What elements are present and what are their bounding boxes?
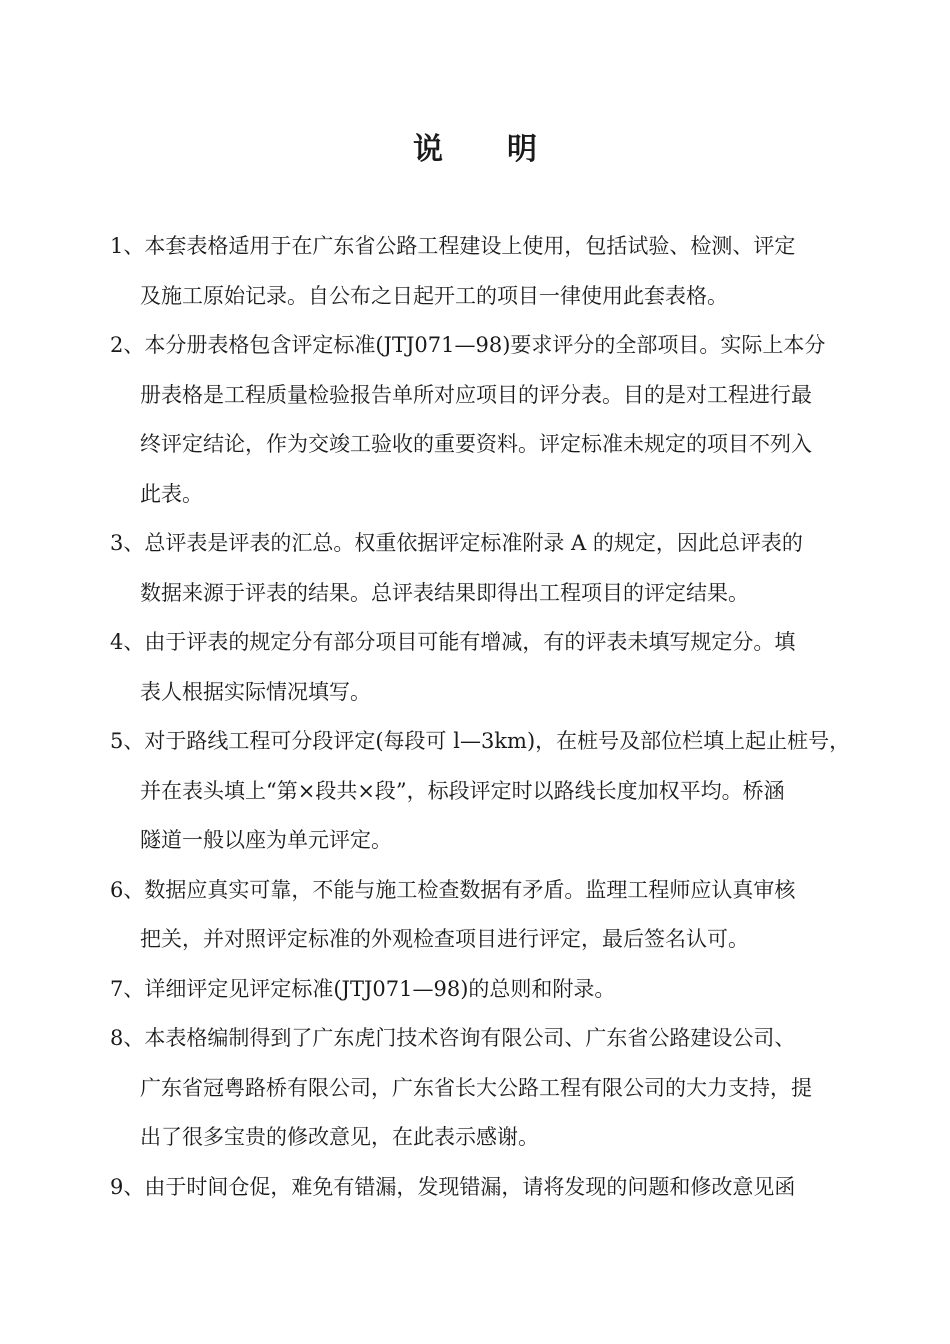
item-line: 8、本表格编制得到了广东虎门技术咨询有限公司、广东省公路建设公司、 (110, 1026, 796, 1050)
instruction-item-5 (110, 717, 870, 866)
instruction-item-6 (110, 866, 870, 965)
item-line: 把关，并对照评定标准的外观检查项目进行评定，最后签名认可。 (140, 927, 749, 951)
item-line: 4、由于评表的规定分有部分项目可能有增减，有的评表未填写规定分。填 (110, 630, 796, 654)
item-line: 隧道一般以座为单元评定。 (140, 828, 392, 852)
item-line: 广东省冠粤路桥有限公司，广东省长大公路工程有限公司的大力支持，提 (140, 1075, 812, 1100)
item-line: 9、由于时间仓促，难免有错漏，发现错漏，请将发现的问题和修改意见函 (110, 1174, 796, 1199)
item-line: 此表。 (140, 481, 203, 506)
item-line: 并在表头填上“第×段共×段”，标段评定时以路线长度加权平均。桥涵 (140, 778, 785, 803)
item-line: 及施工原始记录。自公布之日起开工的项目一律使用此套表格。 (140, 283, 728, 308)
item-line: 1、本套表格适用于在广东省公路工程建设上使用，包括试验、检测、评定 (110, 234, 796, 258)
instruction-item-3 (110, 519, 870, 618)
instruction-item-2 (110, 321, 870, 519)
item-line: 2、本分册表格包含评定标准(JTJ071—98)要求评分的全部项目。实际上本分 (110, 333, 826, 357)
instruction-item-8 (110, 1014, 870, 1163)
item-line: 6、数据应真实可靠，不能与施工检查数据有矛盾。监理工程师应认真审核 (110, 877, 796, 902)
item-line: 7、详细评定见评定标准(JTJ071—98)的总则和附录。 (110, 976, 616, 1001)
item-line: 5、对于路线工程可分段评定(每段可 l—3km)，在桩号及部位栏填上起止桩号， (110, 729, 851, 753)
title-char-2: 明 (507, 132, 537, 167)
item-line: 终评定结论，作为交竣工验收的重要资料。评定标准未规定的项目不列入 (140, 432, 812, 456)
item-line: 出了很多宝贵的修改意见，在此表示感谢。 (140, 1125, 539, 1149)
instruction-item-9 (110, 1163, 870, 1213)
instruction-item-7 (110, 965, 870, 1015)
page-title (0, 128, 950, 172)
instruction-item-1 (110, 222, 870, 321)
item-line: 数据来源于评表的结果。总评表结果即得出工程项目的评定结果。 (140, 580, 749, 605)
title-char-1: 说 (413, 132, 443, 167)
item-line: 册表格是工程质量检验报告单所对应项目的评分表。目的是对工程进行最 (140, 382, 812, 407)
instruction-list (110, 222, 870, 1212)
instruction-item-4 (110, 618, 870, 717)
item-line: 表人根据实际情况填写。 (140, 679, 371, 704)
item-line: 3、总评表是评表的汇总。权重依据评定标准附录 A 的规定，因此总评表的 (110, 531, 803, 555)
